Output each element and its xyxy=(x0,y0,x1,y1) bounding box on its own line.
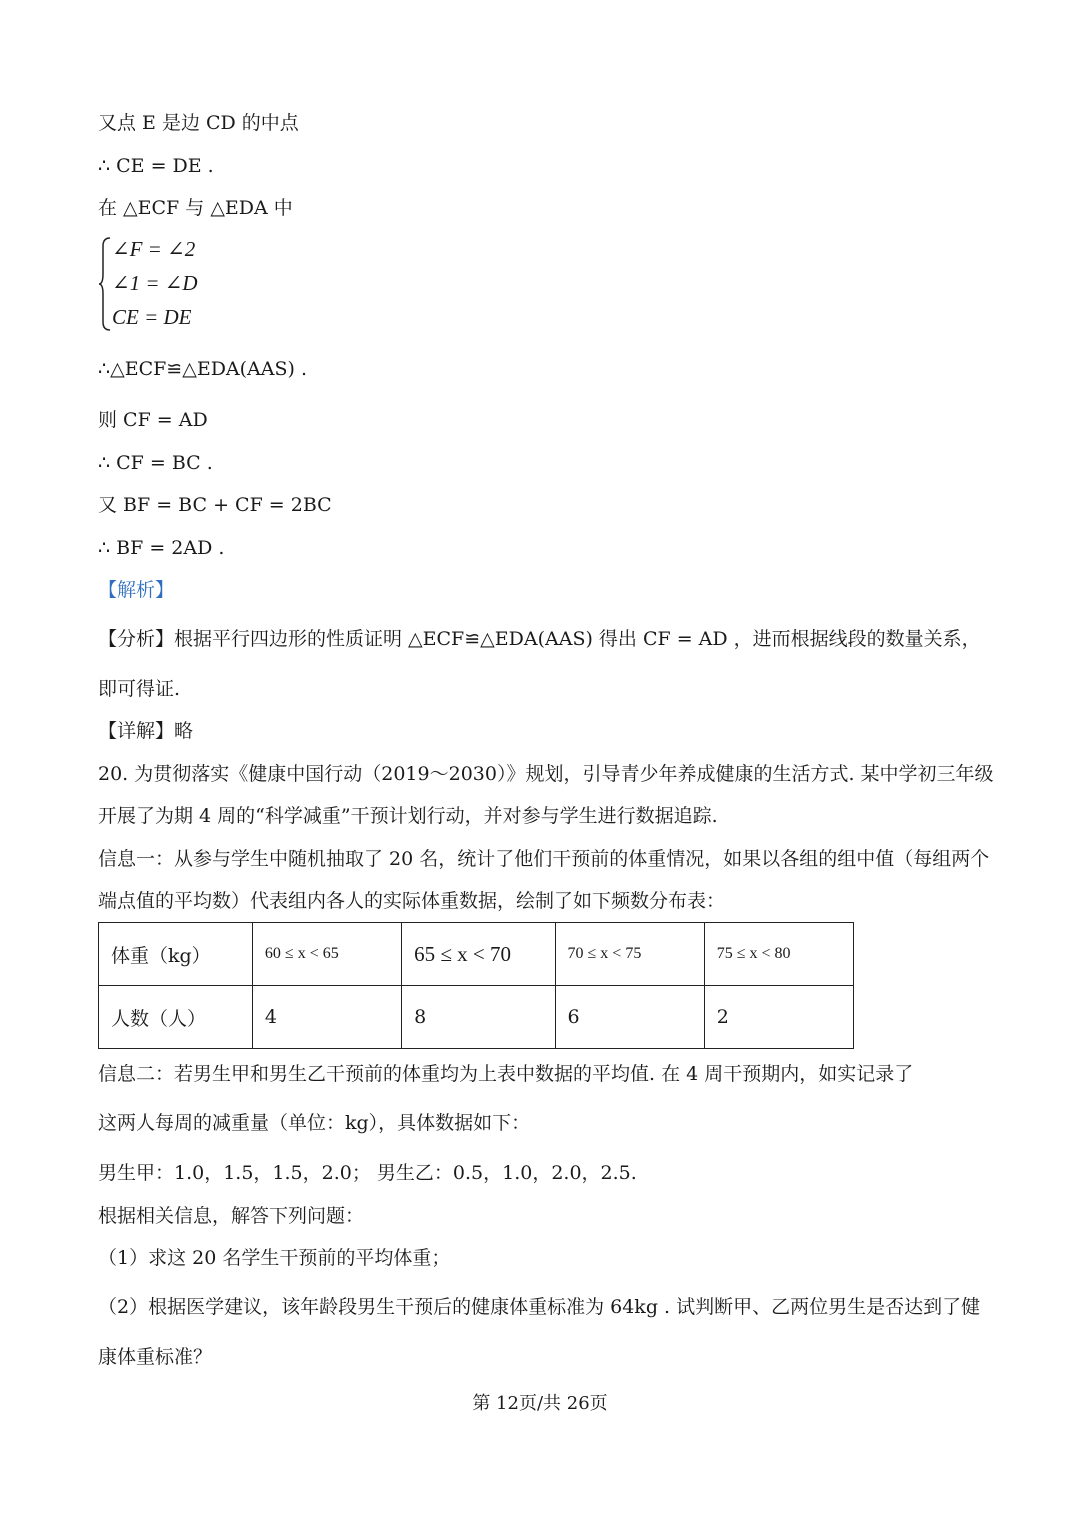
equation-system xyxy=(98,236,298,336)
system-line-2: ∠1 = ∠D xyxy=(112,271,198,295)
table-header-cell: 体重（kg） xyxy=(99,923,253,986)
proof-line-2: ∴ CE = DE . xyxy=(98,155,214,177)
table-cell: 8 xyxy=(402,986,555,1049)
problem-line-1: 20. 为贯彻落实《健康中国行动（2019～2030）》规划，引导青少年养成健康的生活方式. 某中学初三年级 xyxy=(98,763,994,785)
proof-line-1: 又点 E 是边 CD 的中点 xyxy=(98,112,299,134)
problem-line-4: 端点值的平均数）代表组内各人的实际体重数据，绘制了如下频数分布表： xyxy=(98,890,726,912)
table-cell: 人数（人） xyxy=(99,986,253,1049)
table-header-cell: 65 ≤ x < 70 xyxy=(402,923,555,986)
info2-line-2: 这两人每周的减重量（单位：kg），具体数据如下： xyxy=(98,1112,531,1134)
table-row xyxy=(99,986,854,1049)
proof-line-3: 在 △ECF 与 △EDA 中 xyxy=(98,197,293,219)
table-cell: 4 xyxy=(252,986,401,1049)
question-2: （2）根据医学建议，该年龄段男生干预后的健康体重标准为 64kg . 试判断甲、乙两位男生是否达到了健 xyxy=(98,1296,981,1318)
info2-line-1: 信息二：若男生甲和男生乙干预前的体重均为上表中数据的平均值. 在 4 周干预期内，如实记录了 xyxy=(98,1063,914,1085)
proof-line-6: ∴ CF = BC . xyxy=(98,452,213,474)
table-header-cell: 60 ≤ x < 65 xyxy=(252,923,401,986)
proof-line-7: 又 BF = BC + CF = 2BC xyxy=(98,494,332,516)
question-1: （1）求这 20 名学生干预前的平均体重； xyxy=(98,1247,451,1269)
frequency-table xyxy=(98,922,854,1049)
analysis-line-1: 【分析】根据平行四边形的性质证明 △ECF≌△EDA(AAS) 得出 CF = AD ，进而根据线段的数量关系， xyxy=(98,628,981,650)
table-row xyxy=(99,923,854,986)
detail-line: 【详解】略 xyxy=(98,720,194,742)
table-header-cell: 75 ≤ x < 80 xyxy=(704,923,853,986)
proof-line-5: 则 CF = AD xyxy=(98,409,208,431)
proof-line-4: ∴△ECF≌△EDA(AAS) . xyxy=(98,358,308,380)
proof-line-8: ∴ BF = 2AD . xyxy=(98,537,225,559)
problem-line-2: 开展了为期 4 周的“科学减重”干预计划行动，并对参与学生进行数据追踪. xyxy=(98,805,718,827)
info2-line-4: 根据相关信息，解答下列问题： xyxy=(98,1205,365,1227)
question-2-cont: 康体重标准？ xyxy=(98,1346,213,1368)
problem-line-3: 信息一：从参与学生中随机抽取了 20 名，统计了他们干预前的体重情况，如果以各组的组中值（每组两个 xyxy=(98,848,990,870)
system-line-1: ∠F = ∠2 xyxy=(112,237,196,261)
table-cell: 6 xyxy=(555,986,704,1049)
info2-line-3: 男生甲：1.0，1.5，1.5，2.0； 男生乙：0.5，1.0，2.0，2.5. xyxy=(98,1162,637,1184)
page-footer: 第 12页/共 26页 xyxy=(472,1393,608,1414)
table-cell: 2 xyxy=(704,986,853,1049)
system-line-3: CE = DE xyxy=(112,305,192,329)
table-header-cell: 70 ≤ x < 75 xyxy=(555,923,704,986)
left-brace-icon xyxy=(98,236,112,332)
analysis-line-2: 即可得证. xyxy=(98,678,181,700)
jiexi-heading: 【解析】 xyxy=(98,579,175,601)
